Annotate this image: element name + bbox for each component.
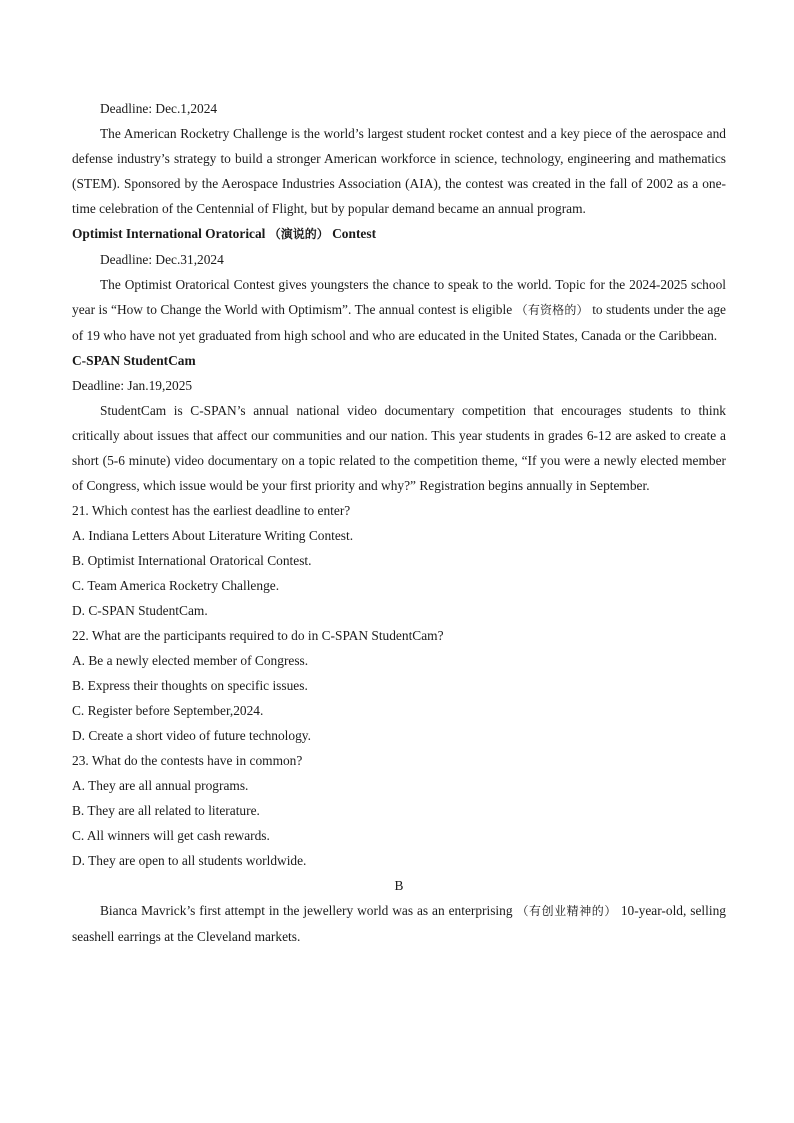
question-option: C. All winners will get cash rewards. — [72, 828, 270, 843]
question-option: A. Indiana Letters About Literature Writing Contest. — [72, 528, 354, 543]
question-option: D. Create a short video of future technology. — [72, 728, 311, 743]
document-content — [72, 96, 726, 949]
question-option: C. Team America Rocketry Challenge. — [72, 578, 280, 593]
question-option: B. They are all related to literature. — [72, 803, 260, 818]
studentcam-heading: C-SPAN StudentCam — [72, 353, 196, 368]
section-b-label: B — [394, 878, 404, 893]
question-option: B. Optimist International Oratorical Contest. — [72, 553, 312, 568]
question-option: B. Express their thoughts on specific issues. — [72, 678, 308, 693]
oratorical-title-b: Contest — [332, 226, 377, 241]
studentcam-deadline: Deadline: Jan.19,2025 — [72, 378, 193, 393]
oratorical-title-cn: （演说的） — [268, 227, 329, 241]
rocketry-deadline: Deadline: Dec.1,2024 — [100, 101, 218, 116]
section-b-body-cn: （有创业精神的） — [516, 904, 617, 918]
oratorical-body-b: to students under the age of 19 who have not yet graduated from high school and who are educated in the United States, Canada or the Caribbean. — [72, 302, 726, 343]
question-option: C. Register before September,2024. — [72, 703, 264, 718]
question-option: A. Be a newly elected member of Congress. — [72, 653, 309, 668]
oratorical-title-a: Optimist International Oratorical — [72, 226, 266, 241]
question-option: A. They are all annual programs. — [72, 778, 249, 793]
question-stem: 21. Which contest has the earliest deadline to enter? — [72, 503, 351, 518]
rocketry-body: The American Rocketry Challenge is the world’s largest student rocket contest and a key piece of the aerospace and defense industry’s strategy to build a stronger American workforce in science, technology, engineering and mathematics (STEM). Sponsored by the Aerospace Industries Association (AIA), the contest was created in the fall of 2002 as a one-time celebration of the Centennial of Flight, but by popular demand became an annual program. — [72, 126, 726, 216]
oratorical-body — [72, 272, 726, 348]
question-stem: 23. What do the contests have in common? — [72, 753, 303, 768]
oratorical-heading — [72, 221, 726, 247]
question-option: D. They are open to all students worldwide. — [72, 853, 307, 868]
oratorical-body-cn: （有资格的） — [515, 303, 589, 317]
oratorical-deadline: Deadline: Dec.31,2024 — [100, 252, 224, 267]
studentcam-body: StudentCam is C-SPAN’s annual national video documentary competition that encourages students to think critically about issues that affect our communities and our nation. This year students in grades 6-12 are asked to create a short (5-6 minute) video documentary on a topic related to the competition theme, “If you were a newly elected member of Congress, which issue would be your first priority and why?” Registration begins annually in September. — [72, 403, 726, 493]
section-b-body — [72, 898, 726, 949]
question-option: D. C-SPAN StudentCam. — [72, 603, 208, 618]
oratorical-body-a: The Optimist Oratorical Contest gives youngsters the chance to speak to the world. Topic for the 2024-2025 school year is “How to Change the World with Optimism”. The annual contest is eligible — [72, 277, 726, 317]
question-stem: 22. What are the participants required to do in C-SPAN StudentCam? — [72, 628, 444, 643]
section-b-body-a: Bianca Mavrick’s first attempt in the jewellery world was as an enterprising — [100, 903, 513, 918]
section-b-body-b: 10-year-old, selling seashell earrings at the Cleveland markets. — [72, 903, 726, 944]
